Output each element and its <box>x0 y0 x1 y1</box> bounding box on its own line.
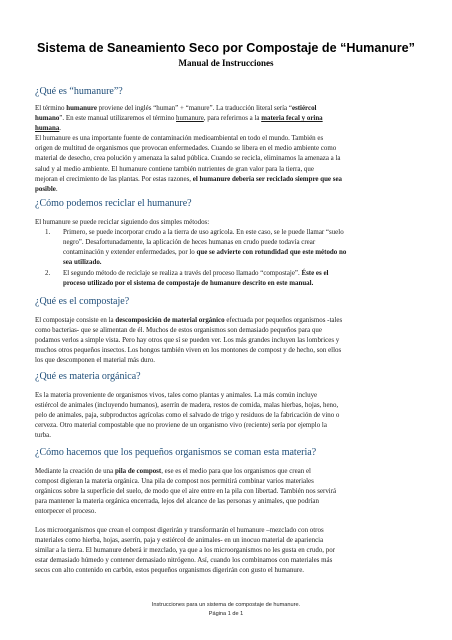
text-line: materiales como hierba, hojas, aserrín, paja y estiércol de animales- en un inocuo material de apariencia <box>35 536 324 545</box>
section-body-materia-organica <box>35 390 425 440</box>
section-body-humanure <box>35 103 425 194</box>
text-line: salud y al medio ambiente. El humanure contiene también nutrientes de gran valor para la tierra, que <box>35 164 314 173</box>
text-run: , ese es el medio para que los organismos que crean el <box>161 467 311 475</box>
text-line: compost digieran la materia orgánica. Una pila de compost nos permitirá combinar varios materiales <box>35 477 314 486</box>
text-line: secos con alto contenido en carbón, estos pequeños organismos digerirán con gusto el humanure. <box>35 566 305 575</box>
bold-underlined-text: materia fecal y orina <box>261 114 323 123</box>
list-number: 1. <box>45 228 51 236</box>
text-line: muchos otros pequeños insectos. Los hongos también viven en los montones de compost y de hecho, son ellos <box>35 346 342 355</box>
section-body-compostaje <box>35 315 425 365</box>
bold-text: que se advierte con rotundidad que este método no <box>196 248 347 257</box>
text-line <box>35 466 425 476</box>
document-title: Sistema de Saneamiento Seco por Compostaje de “Humanure” <box>37 41 415 55</box>
bold-text: pila de compost <box>114 467 162 475</box>
bold-text: estiércol <box>291 104 317 112</box>
text-run: mejoran el crecimiento de las plantas. Por estas razones, <box>35 174 193 183</box>
text-line <box>35 184 425 194</box>
bold-text: posible <box>35 184 56 193</box>
section-body-organismos-a <box>35 466 425 516</box>
text-line: proceso utilizado por el sistema de compostaje de humanure descrito en este manual. <box>63 279 314 288</box>
text-run: El término <box>35 104 67 112</box>
text-line: orgánicos sobre la superficie del suelo, de modo que el aire entre en la pila con libertad. También nos servirá <box>35 487 337 496</box>
text-run: . <box>59 124 62 133</box>
text-run: contaminación y extender enfermedades, por lo <box>63 248 197 257</box>
bold-text: descomposición de material orgánico <box>115 316 225 324</box>
text-line: como bacterias- que se alimentan de él. Muchos de estos organismos son demasiado pequeños para que <box>35 326 322 335</box>
text-line: Los microorganismos que crean el compost digerirán y transformarán el humanure –mezclado con otros <box>35 526 324 534</box>
text-line <box>35 123 425 133</box>
text-run: proviene del inglés “human” + “manure”. La traducción literal sería “ <box>96 104 292 112</box>
text-line: El humanure es una importante fuente de contaminación medioambiental en todo el mundo. También es <box>35 134 324 143</box>
section-body-organismos-b <box>35 525 425 575</box>
text-line: Es la materia proveniente de organismos vivos, tales como plantas y animales. La más común incluye <box>35 391 318 399</box>
footer-line: Instrucciones para un sistema de compostaje de humanure. <box>151 602 301 608</box>
bold-underlined-text: humana <box>35 124 60 133</box>
text-run: efectuada por pequeños organismos -tales <box>224 316 343 324</box>
text-line: estiércol de animales (incluyendo humanos), aserrín de madera, restos de comida, malas hierbas, hojas, heno, <box>35 401 339 410</box>
bold-text: el humanure debería ser reciclado siempre que sea <box>192 174 342 183</box>
text-line: negro”. Desafortunadamente, la aplicación de heces humanas en crudo puede todavía crear <box>63 238 316 247</box>
text-line: podamos verlos a simple vista. Pero hay otros que sí se pueden ver. Los más grandes incluyen las lombrices y <box>35 336 340 345</box>
bold-text: humanure <box>66 104 97 112</box>
text-line: para mantener la materia orgánica encerrada, lejos del alcance de las personas y animales, que podrían <box>35 497 319 506</box>
bold-text: humano <box>35 114 60 123</box>
text-line: estar demasiado húmedo y contener demasiado nitrógeno. Así, cuando los combinamos con materiales más <box>35 556 333 565</box>
section-heading-humanure: ¿Qué es “humanure”? <box>35 86 123 97</box>
list-item <box>45 268 425 288</box>
text-line <box>35 174 425 184</box>
page-number: Página 1 de 1 <box>208 611 244 617</box>
list-item <box>45 227 425 267</box>
text-run: , para referirnos a la <box>203 114 262 123</box>
text-line: similar a la tierra. El humanure deberá ir mezclado, ya que a los microorganismos no les gusta en crudo, por <box>35 546 336 555</box>
text-line: sea utilizado. <box>63 258 102 267</box>
text-line: El humanure se puede reciclar siguiendo dos simples métodos: <box>35 218 210 226</box>
text-line <box>35 113 425 123</box>
text-line: cerveza. Otro material compostable que no proviene de un organismo vivo (reciente) sería por ejemplo la <box>35 421 327 430</box>
text-run: ”. En este manual utilizaremos el término <box>59 114 177 123</box>
text-line: pelo de animales, paja, subproductos agrícolas como el salvado de trigo y residuos de la fabricación de vino o <box>35 411 340 420</box>
text-line <box>45 247 425 257</box>
text-line <box>45 268 425 278</box>
section-heading-reciclar: ¿Cómo podemos reciclar el humanure? <box>35 198 192 209</box>
text-run: El compostaje consiste en la <box>35 316 116 324</box>
text-line: material de desecho, crea polución y amenaza la salud pública. Cuando se recicla, eliminamos la amenaza a la <box>35 154 341 163</box>
bold-text: Éste es el <box>301 269 329 277</box>
underlined-text: humanure <box>176 114 204 123</box>
text-line <box>35 315 425 325</box>
document-subtitle: Manual de Instrucciones <box>178 58 274 68</box>
text-run: . <box>55 184 58 193</box>
section-heading-compostaje: ¿Qué es el compostaje? <box>35 296 130 307</box>
text-line: Primero, se puede incorporar crudo a la tierra de uso agrícola. En este caso, se le puede llamar “suelo <box>63 228 344 236</box>
text-run: El segundo método de reciclaje se realiza a través del proceso llamado “compostaje”. <box>63 269 302 277</box>
text-line: los que descomponen el material más duro. <box>35 356 156 365</box>
text-line: turba. <box>35 431 51 440</box>
text-line: origen de multitud de organismos que provocan enfermedades. Cuando se libera en el medio ambiente como <box>35 144 337 153</box>
section-heading-materia-organica: ¿Qué es materia orgánica? <box>35 371 141 382</box>
section-intro-reciclar <box>35 217 425 227</box>
text-line <box>35 103 425 113</box>
text-line: entorpecer el proceso. <box>35 507 97 516</box>
list-number: 2. <box>45 269 51 277</box>
text-run: Mediante la creación de una <box>35 467 115 475</box>
section-heading-organismos: ¿Cómo hacemos que los pequeños organismos se coman esta materia? <box>35 447 317 458</box>
